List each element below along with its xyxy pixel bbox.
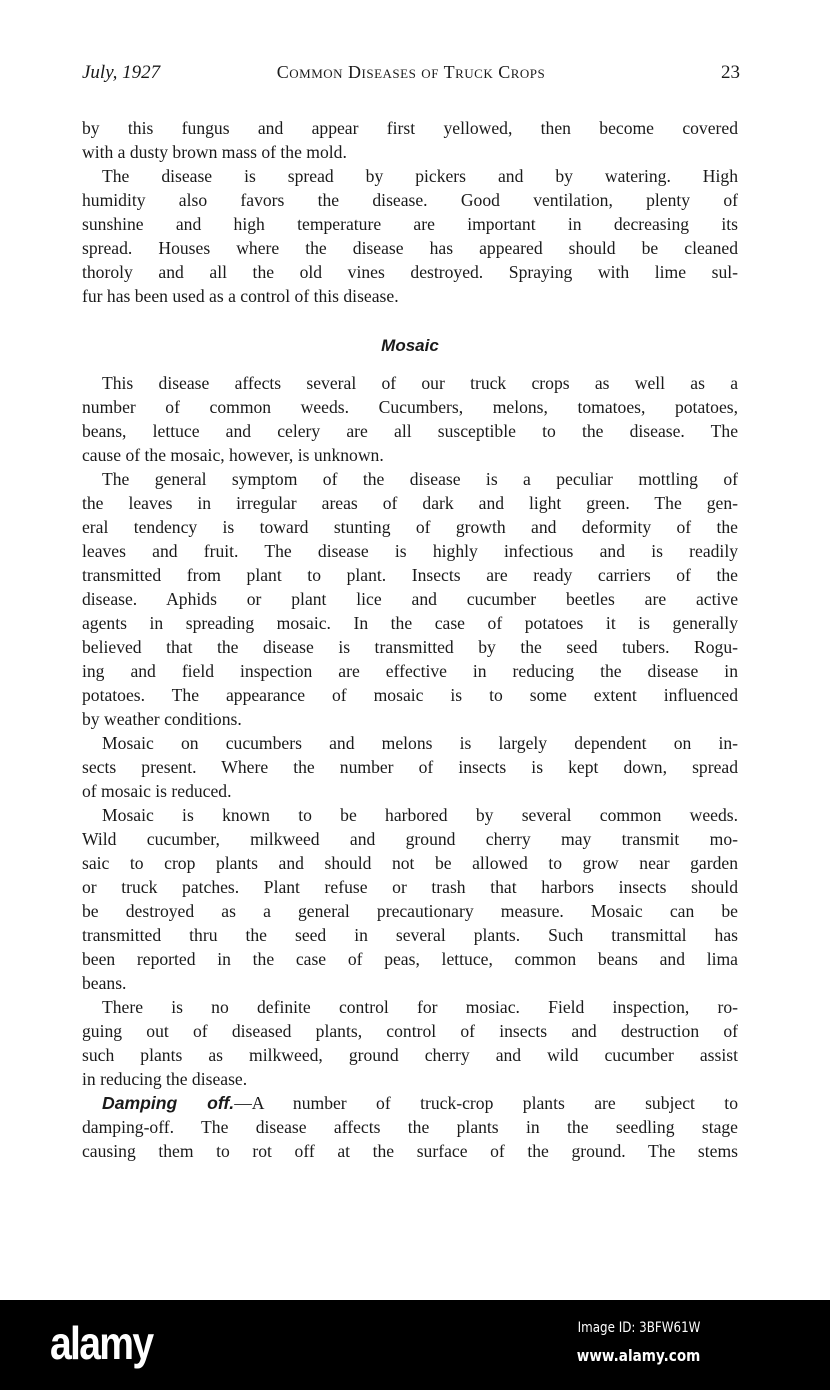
paragraph — [82, 116, 738, 164]
text-line: been reported in the case of peas, lettuce, common beans and lima — [82, 949, 738, 969]
text-line: believed that the disease is transmitted by the seed tubers. Rogu- — [82, 637, 738, 657]
text-line: number of common weeds. Cucumbers, melons, tomatoes, potatoes, — [82, 397, 738, 417]
text-line: Mosaic is known to be harbored by several common weeds. — [102, 805, 738, 825]
text-line: such plants as milkweed, ground cherry and wild cucumber assist — [82, 1045, 738, 1065]
text-line: sects present. Where the number of insects is kept down, spread — [82, 757, 738, 777]
text-line: leaves and fruit. The disease is highly infectious and is readily — [82, 541, 738, 561]
text-line: disease. Aphids or plant lice and cucumber beetles are active — [82, 589, 738, 609]
issue-date: July, 1927 — [82, 62, 161, 83]
paragraph — [82, 164, 738, 308]
running-header — [82, 62, 740, 88]
text-line: Mosaic on cucumbers and melons is largely dependent on in- — [102, 733, 738, 753]
text-line — [82, 1091, 738, 1115]
text-line: transmitted from plant to plant. Insects are ready carriers of the — [82, 565, 738, 585]
text-line: the leaves in irregular areas of dark and light green. The gen- — [82, 493, 738, 513]
watermark-bar — [0, 1300, 830, 1390]
text-line: or truck patches. Plant refuse or trash that harbors insects should — [82, 877, 738, 897]
text-line: fur has been used as a control of this disease. — [82, 286, 399, 306]
alamy-logo: alamy — [50, 1317, 153, 1369]
page-number: 23 — [721, 62, 740, 83]
text-line: potatoes. The appearance of mosaic is to some extent influenced — [82, 685, 738, 705]
paragraph — [82, 731, 738, 803]
website-link: www.alamy.com — [576, 1346, 700, 1365]
line-text: —A number of truck-crop plants are subject to — [234, 1093, 738, 1113]
section-heading: Mosaic — [381, 336, 439, 355]
page-body — [82, 116, 738, 1163]
text-line: agents in spreading mosaic. In the case of potatoes it is generally — [82, 613, 738, 633]
text-line: in reducing the disease. — [82, 1069, 248, 1089]
paragraph — [82, 371, 738, 467]
text-line: Wild cucumber, milkweed and ground cherry may transmit mo- — [82, 829, 738, 849]
text-line: humidity also favors the disease. Good ventilation, plenty of — [82, 190, 738, 210]
image-id: Image ID: 3BFW61W — [577, 1320, 700, 1336]
text-line: thoroly and all the old vines destroyed. Spraying with lime sul- — [82, 262, 738, 282]
paragraph — [82, 1091, 738, 1163]
text-line: sunshine and high temperature are important in decreasing its — [82, 214, 738, 234]
text-line: The disease is spread by pickers and by watering. High — [102, 166, 738, 186]
text-line: eral tendency is toward stunting of growth and deformity of the — [82, 517, 738, 537]
text-line: transmitted thru the seed in several plants. Such transmittal has — [82, 925, 738, 945]
text-line: with a dusty brown mass of the mold. — [82, 142, 347, 162]
text-line: of mosaic is reduced. — [82, 781, 232, 801]
run-in-heading: Damping off. — [102, 1093, 235, 1113]
text-line: by this fungus and appear first yellowed, then become covered — [82, 118, 738, 138]
text-line: There is no definite control for mosiac. Field inspection, ro- — [102, 997, 738, 1017]
text-line: spread. Houses where the disease has appeared should be cleaned — [82, 238, 738, 258]
text-line: causing them to rot off at the surface of the ground. The stems — [82, 1141, 738, 1161]
text-line: The general symptom of the disease is a peculiar mottling of — [102, 469, 738, 489]
text-line: beans, lettuce and celery are all susceptible to the disease. The — [82, 421, 738, 441]
text-line: saic to crop plants and should not be allowed to grow near garden — [82, 853, 738, 873]
text-line: beans. — [82, 973, 127, 993]
text-line: guing out of diseased plants, control of insects and destruction of — [82, 1021, 738, 1041]
text-line: be destroyed as a general precautionary measure. Mosaic can be — [82, 901, 738, 921]
text-line: ing and field inspection are effective in reducing the disease in — [82, 661, 738, 681]
paragraph — [82, 803, 738, 995]
running-title: Common Diseases of Truck Crops — [276, 62, 546, 82]
text-line: by weather conditions. — [82, 709, 242, 729]
paragraph — [82, 467, 738, 731]
paragraph — [82, 995, 738, 1091]
text-line: cause of the mosaic, however, is unknown. — [82, 445, 384, 465]
text-line: This disease affects several of our truck crops as well as a — [102, 373, 738, 393]
text-line: damping-off. The disease affects the plants in the seedling stage — [82, 1117, 738, 1137]
